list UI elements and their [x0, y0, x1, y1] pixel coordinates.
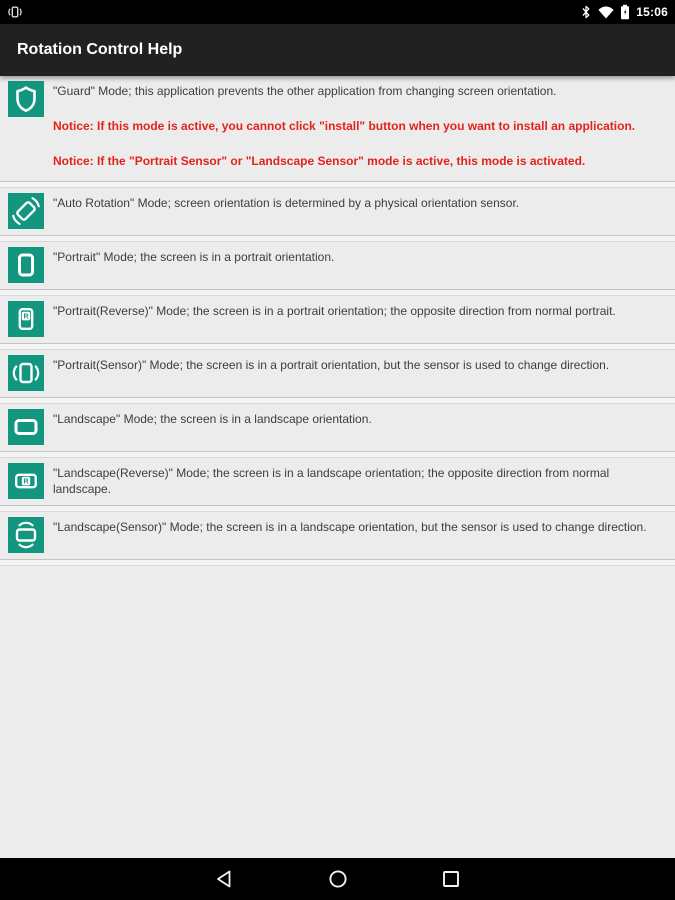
- help-item-body: [53, 355, 661, 373]
- help-item-body: [53, 247, 661, 265]
- help-item-portrait-reverse: [0, 296, 675, 343]
- landscape-sensor-icon: [8, 517, 44, 553]
- help-item-body: [53, 301, 661, 319]
- auto-rotation-icon: [8, 193, 44, 229]
- notice-text: Notice: If the "Portrait Sensor" or "Landscape Sensor" mode is active, this mode is activated.: [53, 154, 586, 168]
- list-divider: [0, 343, 675, 350]
- help-item-auto-rotation: [0, 188, 675, 235]
- system-status-icons: [580, 4, 668, 20]
- landscape-reverse-icon: [8, 463, 44, 499]
- rotation-control-notification-icon: [7, 4, 23, 20]
- svg-text:R: R: [23, 313, 29, 321]
- landscape-icon: [8, 409, 44, 445]
- action-bar: [0, 24, 675, 76]
- help-item-body: [53, 463, 661, 497]
- portrait-reverse-icon: [8, 301, 44, 337]
- home-button[interactable]: [281, 858, 394, 900]
- shield-icon: [8, 81, 44, 117]
- help-item-guard: [0, 76, 675, 181]
- list-divider: [0, 289, 675, 296]
- help-item-landscape-sensor: [0, 512, 675, 559]
- navigation-bar: [0, 858, 675, 900]
- home-icon: [328, 869, 348, 889]
- help-item-body: [53, 409, 661, 427]
- list-divider: [0, 235, 675, 242]
- help-text: "Portrait(Reverse)" Mode; the screen is in a portrait orientation; the opposite direction from normal portrait.: [53, 304, 616, 318]
- recents-icon: [441, 869, 461, 889]
- help-text: "Landscape" Mode; the screen is in a landscape orientation.: [53, 412, 372, 426]
- help-item-body: [53, 517, 661, 535]
- svg-text:R: R: [23, 478, 29, 486]
- list-divider: [0, 181, 675, 188]
- help-item-portrait: [0, 242, 675, 289]
- help-item-landscape: [0, 404, 675, 451]
- list-divider: [0, 505, 675, 512]
- portrait-icon: [8, 247, 44, 283]
- help-text: "Portrait" Mode; the screen is in a portrait orientation.: [53, 250, 335, 264]
- page-title: Rotation Control Help: [17, 41, 183, 58]
- portrait-sensor-icon: [8, 355, 44, 391]
- help-text: "Guard" Mode; this application prevents the other application from changing screen orientation.: [53, 84, 557, 98]
- list-divider: [0, 559, 675, 566]
- notification-area: [7, 4, 23, 20]
- help-item-landscape-reverse: [0, 458, 675, 505]
- recents-button[interactable]: [394, 858, 507, 900]
- back-button[interactable]: [168, 858, 281, 900]
- help-text: "Landscape(Reverse)" Mode; the screen is in a landscape orientation; the opposite direction from normal landscape.: [53, 466, 610, 496]
- help-item-guard-body: [53, 81, 661, 169]
- help-item-portrait-sensor: [0, 350, 675, 397]
- battery-icon: [620, 4, 630, 20]
- list-divider: [0, 397, 675, 404]
- notice-text: Notice: If this mode is active, you cannot click "install" button when you want to install an application.: [53, 119, 636, 133]
- help-text: "Portrait(Sensor)" Mode; the screen is in a portrait orientation, but the sensor is used to change direction.: [53, 358, 610, 372]
- help-list: [0, 76, 675, 858]
- status-bar: [0, 0, 675, 24]
- help-text: "Auto Rotation" Mode; screen orientation is determined by a physical orientation sensor.: [53, 196, 520, 210]
- clock: 15:06: [636, 5, 668, 19]
- list-divider: [0, 451, 675, 458]
- help-text: "Landscape(Sensor)" Mode; the screen is in a landscape orientation, but the sensor is used to change direction.: [53, 520, 647, 534]
- bluetooth-icon: [580, 4, 592, 20]
- wifi-icon: [598, 6, 614, 19]
- help-item-body: [53, 193, 661, 211]
- back-icon: [215, 869, 235, 889]
